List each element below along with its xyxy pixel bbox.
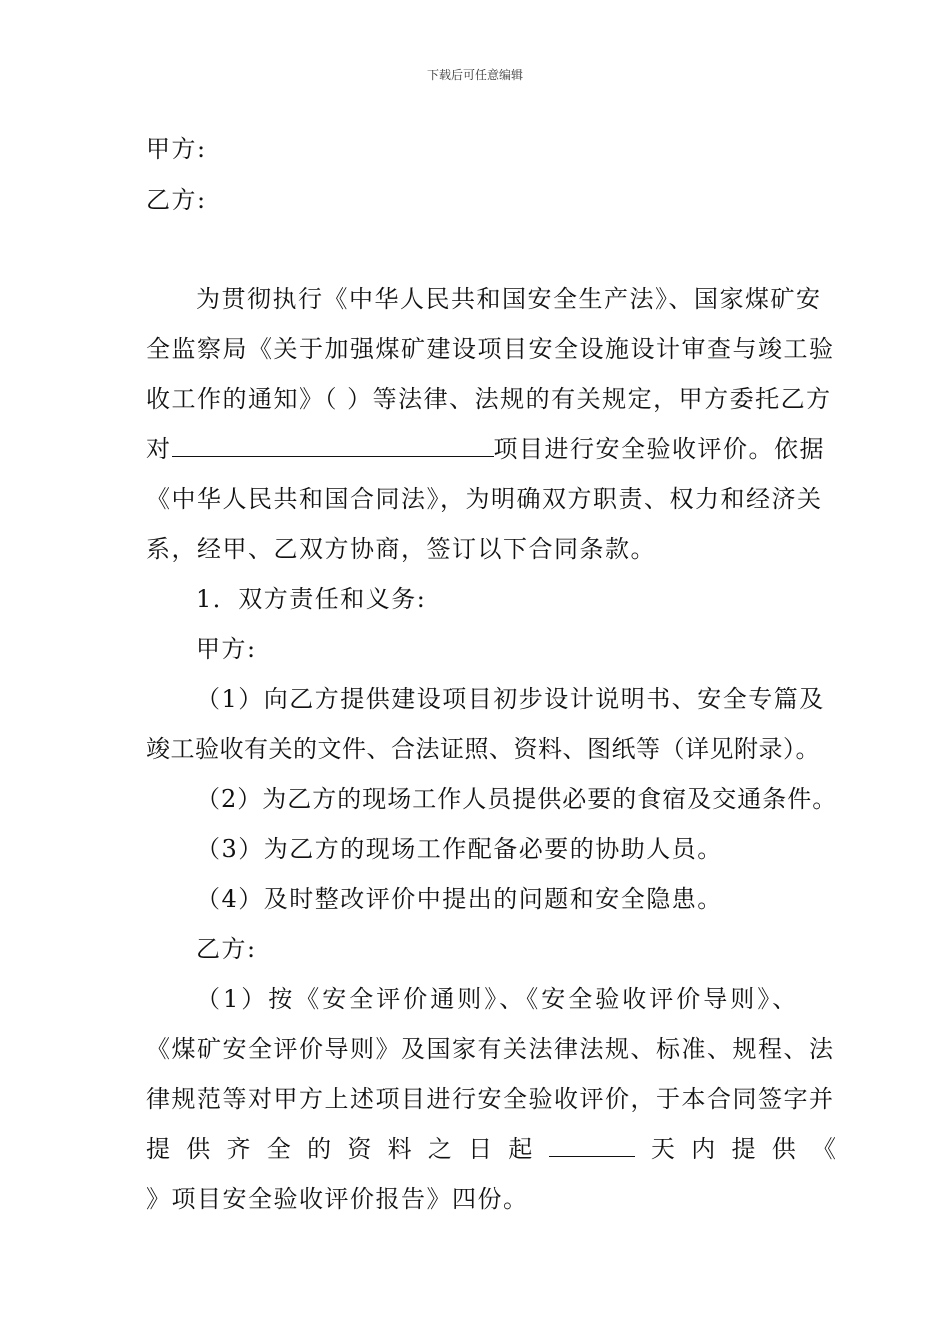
party-a-label: 甲方: [146,135,207,163]
l4-char: 提 [146,1135,170,1163]
party-b-item-1-line-2: 《煤矿安全评价导则》及国家有关法律法规、标准、规程、法 [146,1035,835,1063]
page-header: 下载后可任意编辑 [426,68,523,82]
l4-char: 起 [508,1135,533,1163]
days-blank[interactable] [549,1132,635,1157]
intro-line-2: 全监察局《关于加强煤矿建设项目安全设施设计审查与竣工验 [146,335,835,363]
party-b-item-1-line-3: 律规范等对甲方上述项目进行安全验收评价，于本合同签字并 [146,1085,835,1113]
l4-char: 之 [427,1135,452,1163]
l4-char: 的 [307,1135,332,1163]
l4-char: 供 [771,1135,796,1163]
party-a-item-2: （2）为乙方的现场工作人员提供必要的食宿及交通条件。 [196,785,838,813]
party-b-label: 乙方: [146,186,207,214]
party-a-item-4: （4）及时整改评价中提出的问题和安全隐患。 [196,885,723,913]
party-a-item-1-line-1: （1）向乙方提供建设项目初步设计说明书、安全专篇及 [196,685,825,713]
section-1-title: 1．双方责任和义务: [196,585,427,613]
l4-char: 内 [691,1135,716,1163]
party-a-item-3: （3）为乙方的现场工作配备必要的协助人员。 [196,835,723,863]
intro-line-5: 《中华人民共和国合同法》，为明确双方职责、权力和经济关 [146,485,823,513]
l4-char: 全 [266,1135,291,1163]
section-1-party-b-label: 乙方: [196,935,257,963]
party-b-item-1-line-1: （1）按《安全评价通则》、《安全验收评价导则》、 [196,985,800,1013]
intro-line-4 [146,432,825,466]
l4-char: 《 [811,1135,836,1163]
intro-line-6: 系，经甲、乙双方协商，签订以下合同条款。 [146,535,656,563]
l4-char: 资 [347,1135,372,1163]
l4-char: 齐 [226,1135,251,1163]
l4-char: 日 [468,1135,493,1163]
party-b-item-1-line-4 [146,1132,836,1166]
party-b-item-1-line-5: 》项目安全验收评价报告》四份。 [146,1185,529,1213]
l4-char: 供 [186,1135,211,1163]
party-a-item-1-line-2: 竣工验收有关的文件、合法证照、资料、图纸等（详见附录）。 [146,735,820,763]
l4-char: 天 [650,1135,675,1163]
project-name-blank[interactable] [172,432,494,457]
intro-line-4-suffix: 项目进行安全验收评价。依据 [493,435,825,463]
l4-char: 料 [387,1135,412,1163]
intro-line-1: 为贯彻执行《中华人民共和国安全生产法》、国家煤矿安 [196,285,822,313]
l4-char: 提 [731,1135,756,1163]
intro-line-4-prefix: 对 [146,435,172,463]
section-1-party-a-label: 甲方: [196,635,257,663]
intro-line-3: 收工作的通知》（ ）等法律、法规的有关规定，甲方委托乙方 [146,385,832,413]
